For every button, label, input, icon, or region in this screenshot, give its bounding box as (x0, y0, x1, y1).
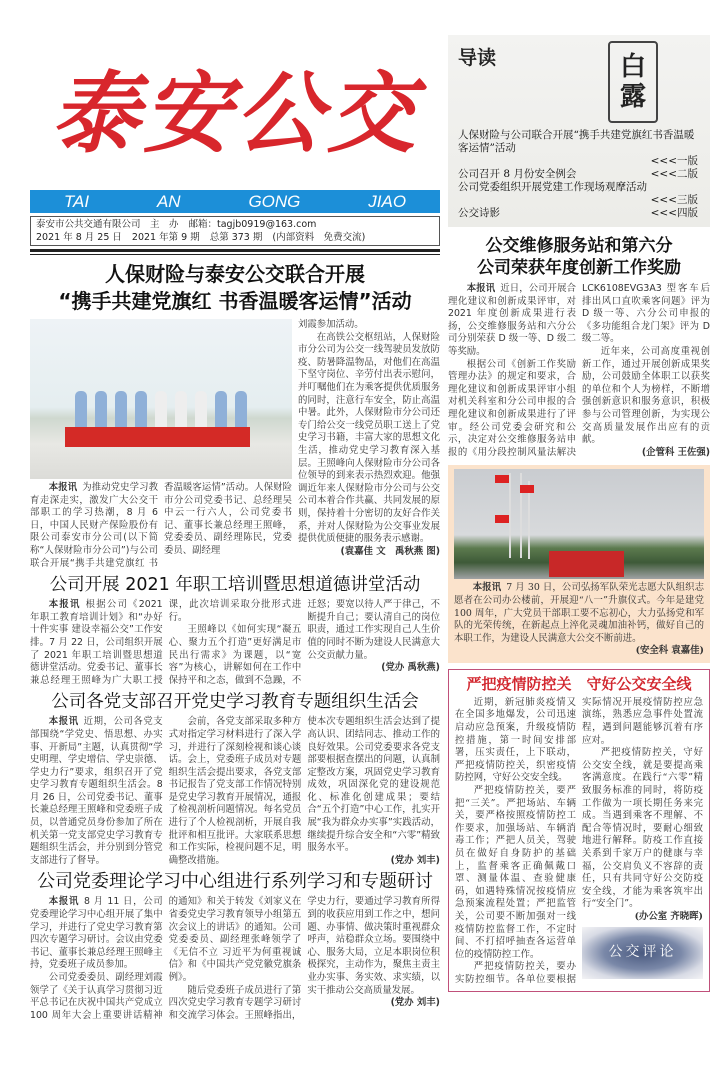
paragraph: 在高铁公交枢纽站，人保财险市分公司为公交一线驾驶员发放防疫、防暑降温物品，对他们在高温下坚守岗位、辛劳付出表示慰问，并叮嘱他们在为乘客提供优质服务的同时，注意行车安全，防止高温中暑。此外，人保财险市分公司还专门给公交一线党员职工送上了党史学习书籍，丰富大家的思想文化生活，推动党史学习教育深入基层。王照峰向人保财险市分公司各位领导的到来表示热烈欢迎。他强调近年来人保财险市分公司与公交公司本着合作共赢、共同发展的原则，保持着十分密切的友好合作关系，并对人保财险为公交事业发展提供优质便捷的服务表示感谢。 (298, 331, 440, 545)
pinyin-jiao: JIAO (368, 191, 407, 211)
left-column (30, 28, 440, 1022)
byline: (安全科 袁嘉佳) (635, 645, 704, 657)
issue-date: 2021 年 8 月 25 日 (36, 232, 122, 243)
byline: (袁嘉佳 文 禹秋燕 图) (340, 545, 440, 557)
paragraph: 近年来，公司高度重视创新工作，通过开展创新成果奖励，公司鼓励全体职工以获奖的单位和个人为榜样，不断增强创新意识和服务意识，积极参与公司管理创新，为实现公交高质量发展作出应有的贡献。 (582, 345, 710, 446)
photo-caption (454, 582, 704, 658)
guide-item-title: 人保财险与公司联合开展“携手共建党旗红书香温暖客运情”活动 (458, 129, 695, 154)
logo-text: 泰安公交 (50, 61, 419, 165)
photo-news-box (448, 465, 710, 663)
seal-char: 露 (619, 82, 646, 112)
article4-headline: 公司党委理论学习中心组进行系列学习和专题研讨 (37, 871, 433, 893)
commentary-headline: 严把疫情防控关 守好公交安全线 (466, 674, 692, 693)
article3-headline: 公司各党支部召开党史学习教育专题组织生活会 (51, 692, 419, 713)
paragraph: 公司党委委员、副经理刘霞领学了《关于认真学习贯彻习近平总书记在庆祝中国共产党成立 100 周年大会上重要讲话精神的通知》和关于转发《刘家义在省委党史学习教育领导小组第五次会议上的讲话》的通知。公司党委委员、副经理张峰领学了《无信不立 习近平为何重视诚信》和《中国共产党党徽党旗条例》。 (30, 896, 302, 1021)
article5-body (448, 283, 710, 459)
paragraph: 严把疫情防控关，要严把“三关”。严把场站、车辆关，要严格按照疫情防控工作要求，加强场站、车辆消毒工作；严把人员关，驾驶员在做好自身防护的基础上，监督乘客正确佩戴口罩、测量体温、查验健康码，如遇特殊情况按疫情应急预案流程处置；严把监管关，公司要不断加强对一线疫情防控监督工作，不定时间、不打招呼抽查各运营单位的疫情防控工作。 (455, 785, 576, 960)
guide-item-title: 公交诗影 (458, 207, 500, 219)
byline: (办公室 齐晓晖) (634, 910, 703, 922)
paragraph: 王照峰以《如何实现“凝五心、聚力五个打造”更好满足市民出行需求》为课题，以“宽容”为核心，讲解如何在工作中保持平和之态，做到不急躁，不迁怒；要宽以待人严于律己，不断提升自己；要认清自己的岗位职责，通过工作实现自己人生价值的同时不断为建设人民满意大公交贡献力量。 (168, 599, 440, 686)
guide-panel (448, 35, 710, 227)
lead-label: 本报讯 (48, 599, 81, 611)
guide-item[interactable] (458, 168, 698, 181)
headline-line: 公司荣获年度创新工作奖励 (477, 258, 681, 278)
email: 邮箱：tagjb0919@163.com (188, 219, 317, 230)
image-caption: 公交评论 (608, 944, 677, 961)
paragraph: 近期，新冠肺炎疫情又在全国多地爆发，公司迅速启动应急预案，升级疫情防控措施，第一时间安排部署，压实责任，上下联动，严把疫情防控关，织密疫情防控网，守好公交安全线。 (455, 696, 576, 784)
flag-raising-photo (454, 469, 704, 579)
article1-left (30, 319, 292, 570)
pinyin-tai: TAI (63, 191, 90, 211)
lead-label: 本报讯 (48, 482, 78, 493)
paragraph: 7 月 30 日，公司弘扬军队荣光志愿大队组织志愿者在公司办公楼前，开展迎“八一”升旗仪式。今年是建党 100 周年，广大党员干部职工要不忘初心，大力弘扬党和军队的光荣传统，在新起点上淬化灵魂加油补钙，做好自己的本职工作，为建设人民满意大公交不断前进。 (454, 582, 704, 644)
sponsor: 泰安市公共交通有限公司 主 办 (36, 219, 179, 230)
divider (30, 249, 440, 255)
issue-info (30, 216, 440, 246)
lead-label: 本报讯 (472, 582, 502, 594)
guide-item-page: <<<二版 (650, 168, 698, 180)
guide-item[interactable] (458, 129, 698, 168)
article2-body (30, 599, 440, 687)
guide-title: 导读 (458, 47, 497, 69)
commentary-box (448, 669, 710, 992)
headline-line: 公交维修服务站和第六分 (485, 236, 673, 256)
guide-item-title: 公司召开 8 月份安全例会 (458, 168, 577, 180)
pinyin-an: AN (156, 191, 181, 211)
article1-body-a (30, 482, 292, 570)
solar-term-seal (608, 41, 658, 123)
paragraph: 近期，公司各党支部围绕“学党史、悟思想、办实事、开新局”主题，认真贯彻“学史明理、学史增信、学史崇德、学史力行”要求，组织召开了党史学习教育专题组织生活会。8 月 26 日，公司党委书记、董事长兼总经理王照峰和党委班子成员，以普通党员身份参加了所在机关第一党支部党史学习教育专题组织生活会，并分别到分管党支部进行了督导。 (30, 716, 163, 866)
paragraph: 使本次专题组织生活会达到了提高认识、团结同志、推动工作的良好效果。公司党委要求各党支部要根据查摆出的问题，认真制定整改方案，巩固党史学习教育成效，巩固深化党的建设规范化、标准化创建成果；要结合“五个打造”中心工作，扎实开展“我为群众办实事”实践活动，继续提升综合安全和“六零”精致服务水平。 (307, 716, 440, 854)
byline: (党办 刘丰) (390, 997, 440, 1009)
right-column (448, 35, 710, 992)
guide-item-title: 公司党委组织开展党建工作现场观摩活动 (458, 181, 647, 193)
guide-item-page: <<<四版 (650, 207, 698, 219)
byline: (党办 禹秋燕) (381, 662, 440, 674)
commentary-ink-image (582, 927, 703, 979)
article1-body-b (298, 319, 440, 570)
article2-headline: 公司开展 2021 年职工培训暨思想道德讲堂活动 (49, 575, 421, 596)
article3-body (30, 716, 440, 867)
lead-label: 本报讯 (48, 716, 79, 728)
pinyin-gong: GONG (248, 191, 301, 211)
article1-headline (30, 261, 440, 315)
guide-list (458, 129, 698, 220)
issue-note: (内部资料 免费交流) (272, 232, 366, 243)
paragraph: 8 月 11 日，公司党委理论学习中心组开展了集中学习，并进行了党史学习教育第四次专题学习研讨。会议由党委书记、董事长兼总经理王照峰主持，党委班子成员参加。 (30, 896, 163, 971)
paragraph: 为推动党史学习教育走深走实，激发广大公交干部职工的学习热潮，8 月 6 日，中国人民财产保险股份有限公司泰安市分公司(以下简称“人保财险市分公司”)与公司联合开展“携手共建党旗红 书香温暖客运情”活动。人保财险市分公司党委书记、总经理吴中云一行六人，公司党委书记、董事长兼总经理王照峰，党委委员、副经理陈民，党委委员、副经理 (30, 482, 292, 569)
paragraph: 根据公司《创新工作奖励管理办法》的规定和要求，合理化建议和创新成果评审小组对机关科室和分公司申报的合理化建议和创新成果进行了评审。经公司党委会研究和公示，决定对公交维修服务站申报的《用分段控制风量法解决 LCK6108EVG3A3 型客车后排出风口直吹乘客问题》评为 D 级一等、六分公司申报的《多功能组合龙门架》评为 D 级二等。 (448, 283, 710, 458)
headline-line: 人保财险与泰安公交联合开展 (105, 262, 365, 286)
masthead-logo (30, 28, 440, 186)
issue-number: 2021 年第 9 期 (131, 232, 200, 243)
commentary-body (455, 697, 703, 987)
seal-char: 白 (619, 52, 646, 82)
paragraph: 严把疫情防控关，守好公交安全线，就是要提高乘客满意度。在践行“六零”精致服务标准的同时，将防疫工作做为一项长期任务来完成。当遇到乘客不理解、不配合等情况时，要耐心细致地进行解释。防疫工作直接关系到千家万户的健康与幸福，公交肩负义不容辞的责任，只有共同守好公交防疫安全线，才能为乘客筑牢出行“安全门”。 (582, 747, 703, 910)
guide-item[interactable] (458, 207, 698, 220)
paragraph: 根据公司《2021 年职工教育培训计划》和“办好十件实事 建设幸福公交”工作安排。7 月 22 日，公司组织开展了 2021 年职工培训暨思想道德讲堂活动。党委书记、董事长兼总经理王照峰为广大职工授课，此次培训采取分批形式进行。 (30, 599, 302, 686)
paragraph: 近日，公司开展合理化建议和创新成果评审，对 2021 年度创新成果进行表扬，公交维修服务站和六分公司分别荣获 D 级一等、D 级二等奖励。 (448, 283, 576, 357)
guide-item[interactable] (458, 181, 698, 207)
pinyin-bar (30, 190, 440, 213)
headline-line: “携手共建党旗红 书香温暖客运情”活动 (58, 289, 412, 313)
article5-headline (448, 235, 710, 279)
guide-item-page: <<<一版 (650, 155, 698, 167)
guide-item-page: <<<三版 (650, 194, 698, 206)
byline: (企管科 王佐强) (641, 446, 710, 458)
lead-label: 本报讯 (48, 896, 80, 908)
article4-body (30, 896, 440, 1022)
event-photo (30, 319, 292, 479)
paragraph: 会前，各党支部采取多种方式对指定学习材料进行了深入学习，并进行了深刻检视和谈心谈话。会上，党委班子成员对专题组织生活会提出要求，各党支部书记报告了党支部工作情况特别是党史学习教育开展情况，通报了检视剖析问题情况。每名党员进行了个人检视剖析，开展自我批评和相互批评。大家联系思想和工作实际，检视问题不足，明确整改措施。 (168, 716, 302, 866)
total-issue: 总第 373 期 (209, 232, 263, 243)
paragraph: 随后党委班子成员进行了第四次党史学习教育专题学习研讨和交流学习体会。王照峰指出，学史力行，要通过学习教育所得到的收获应用到工作之中，想问题、办事情、做决策时重视群众呼声，站稳群众立场。要围绕中心、服务大局，立足本职岗位积极探究，主动作为，聚焦主责主业办实事、务实效、求实绩，以实干推动公交高质量发展。 (168, 896, 440, 1021)
paragraph: 刘霞参加活动。 (298, 319, 364, 330)
byline: (党办 刘丰) (390, 854, 440, 866)
lead-label: 本报讯 (466, 283, 496, 294)
paragraph: 严把疫情防控关，要办实防控细节。各单位要根据实际情况开展疫情防控应急演练，熟悉应急事件处置流程，遇到问题能够沉着有序应对。 (455, 696, 703, 985)
article1 (30, 319, 440, 570)
